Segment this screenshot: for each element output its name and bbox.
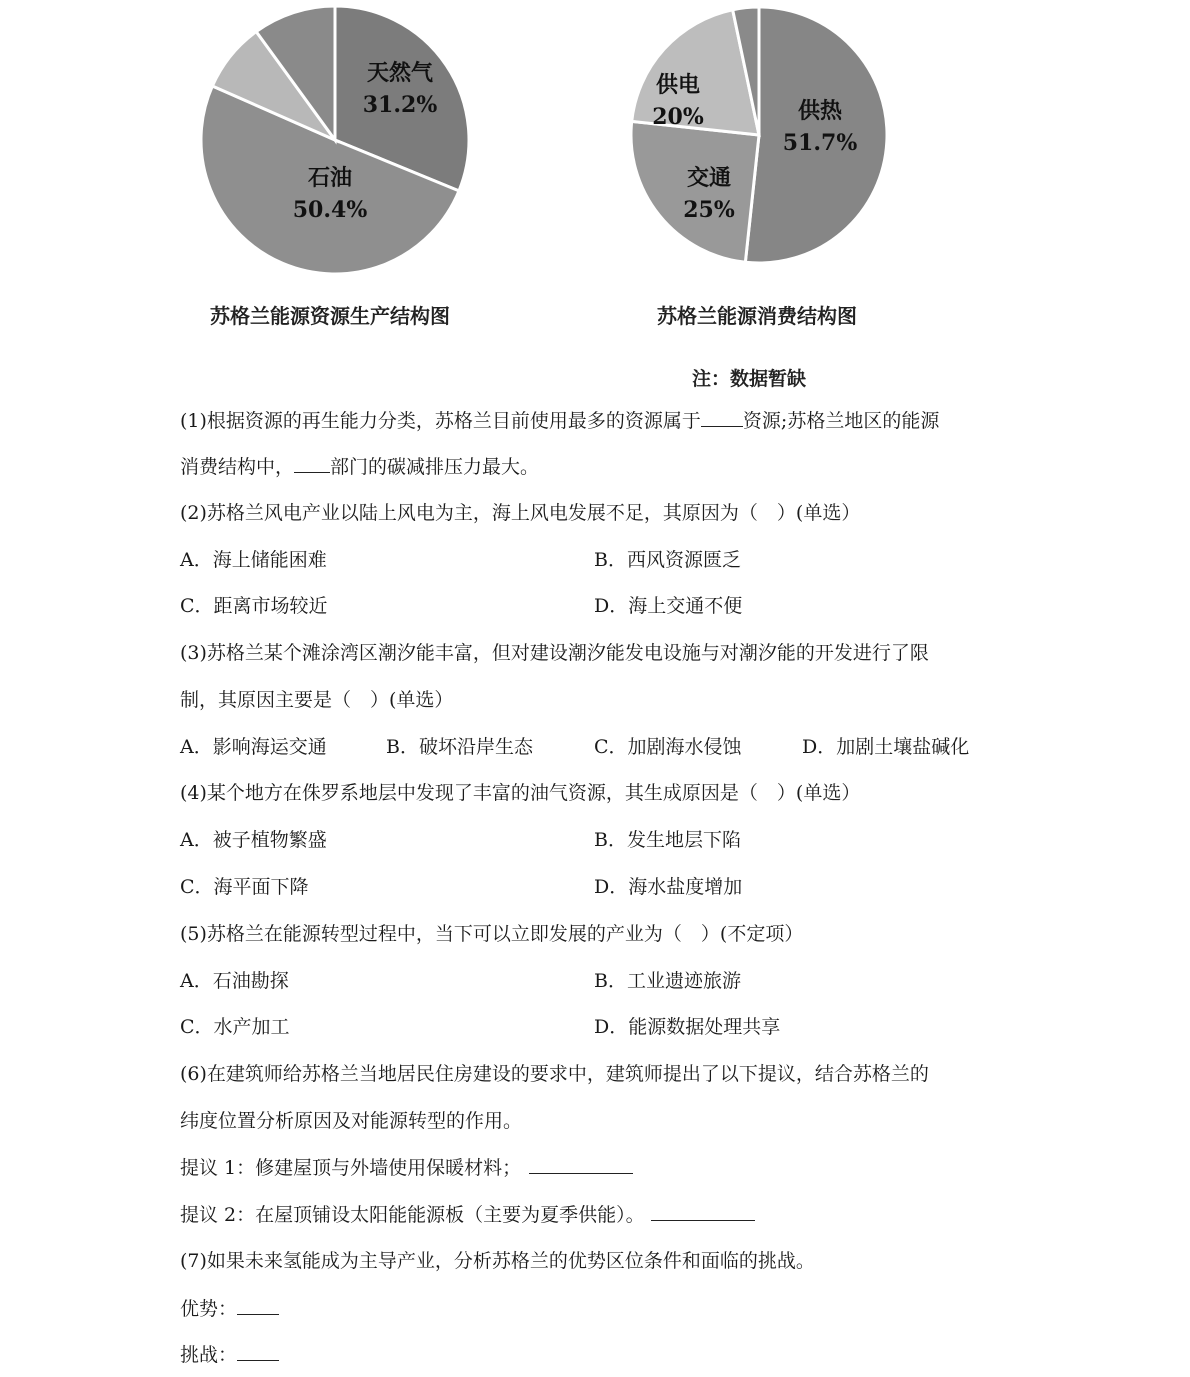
q6-blank-2[interactable] [651, 1202, 755, 1221]
q7-blank-advantage[interactable] [237, 1296, 279, 1315]
consumption-slice-pct-2: 20% [652, 104, 704, 130]
consumption-slice-label-1: 交通 [686, 166, 732, 191]
q4-option-a[interactable]: A．被子植物繁盛 [180, 829, 327, 851]
q1-blank-2[interactable] [294, 454, 330, 473]
consumption-slice-pct-0: 51.7% [782, 130, 858, 156]
q1-blank-1[interactable] [701, 408, 743, 427]
q2-option-c[interactable]: C．距离市场较近 [180, 595, 328, 617]
question-3: (3)苏格兰某个滩涂湾区潮汐能丰富，但对建设潮汐能发电设施与对潮汐能的开发进行了限 [180, 642, 929, 664]
q6-blank-1[interactable] [529, 1155, 633, 1174]
q1-text-a: (1)根据资源的再生能力分类，苏格兰目前使用最多的资源属于 [180, 410, 701, 432]
q4-option-b[interactable]: B．发生地层下陷 [594, 829, 741, 851]
consumption-slice-pct-1: 25% [683, 197, 735, 223]
q7-blank-challenge[interactable] [237, 1342, 279, 1361]
consumption-slice-1 [631, 121, 759, 262]
production-chart-title: 苏格兰能源资源生产结构图 [210, 304, 450, 328]
q7-advantage [180, 1296, 279, 1321]
q6-proposal-2 [180, 1202, 755, 1227]
data-note: 注：数据暂缺 [692, 368, 807, 390]
q2-option-d[interactable]: D．海上交通不便 [594, 595, 743, 617]
q3-option-c[interactable]: C．加剧海水侵蚀 [594, 736, 742, 758]
consumption-pie [631, 7, 887, 263]
q6-proposal-2-text: 提议 2：在屋顶铺设太阳能能源板（主要为夏季供能）。 [180, 1204, 645, 1226]
consumption-chart-title: 苏格兰能源消费结构图 [657, 304, 857, 328]
q5-option-a[interactable]: A．石油勘探 [180, 970, 289, 992]
q1-text-d: 部门的碳减排压力最大。 [330, 456, 540, 478]
consumption-slice-label-2: 供电 [655, 73, 701, 98]
q3-option-b[interactable]: B．破坏沿岸生态 [386, 736, 533, 758]
q3-option-a[interactable]: A．影响海运交通 [180, 736, 327, 758]
question-6: (6)在建筑师给苏格兰当地居民住房建设的要求中，建筑师提出了以下提议，结合苏格兰的 [180, 1063, 929, 1085]
q7-advantage-label: 优势： [180, 1298, 238, 1320]
q1-text-c: 消费结构中， [180, 456, 295, 478]
question-5: (5)苏格兰在能源转型过程中，当下可以立即发展的产业为（ ）(不定项） [180, 923, 804, 945]
production-pie [201, 6, 469, 274]
q5-option-d[interactable]: D．能源数据处理共享 [594, 1016, 781, 1038]
q5-option-b[interactable]: B．工业遗迹旅游 [594, 970, 741, 992]
q5-option-c[interactable]: C．水产加工 [180, 1016, 290, 1038]
q6-proposal-1 [180, 1155, 633, 1180]
consumption-slice-label-0: 供热 [797, 99, 843, 124]
q2-option-b[interactable]: B．西风资源匮乏 [594, 549, 741, 571]
q4-option-d[interactable]: D．海水盐度增加 [594, 876, 743, 898]
q1-text-b: 资源;苏格兰地区的能源 [742, 410, 940, 432]
q6-proposal-1-text: 提议 1：修建屋顶与外墙使用保暖材料； [180, 1157, 522, 1179]
question-1 [180, 408, 939, 433]
question-4: (4)某个地方在侏罗系地层中发现了丰富的油气资源，其生成原因是（ ）(单选） [180, 782, 861, 804]
question-6-cont: 纬度位置分析原因及对能源转型的作用。 [180, 1110, 523, 1132]
production-slice-pct-1: 50.4% [292, 197, 368, 223]
question-7: (7)如果未来氢能成为主导产业，分析苏格兰的优势区位条件和面临的挑战。 [180, 1250, 815, 1272]
production-slice-label-0: 天然气 [366, 61, 434, 86]
q2-option-a[interactable]: A．海上储能困难 [180, 549, 327, 571]
q7-challenge-label: 挑战： [180, 1344, 238, 1366]
pie-charts [0, 0, 1190, 400]
production-slice-label-1: 石油 [307, 166, 353, 191]
q3-option-d[interactable]: D．加剧土壤盐碱化 [802, 736, 970, 758]
production-slice-pct-0: 31.2% [362, 92, 438, 118]
q7-challenge [180, 1342, 279, 1367]
q4-option-c[interactable]: C．海平面下降 [180, 876, 309, 898]
question-3-cont: 制，其原因主要是（ ）(单选） [180, 689, 454, 711]
question-1-cont [180, 454, 539, 479]
question-2: (2)苏格兰风电产业以陆上风电为主，海上风电发展不足，其原因为（ ）(单选） [180, 502, 861, 524]
